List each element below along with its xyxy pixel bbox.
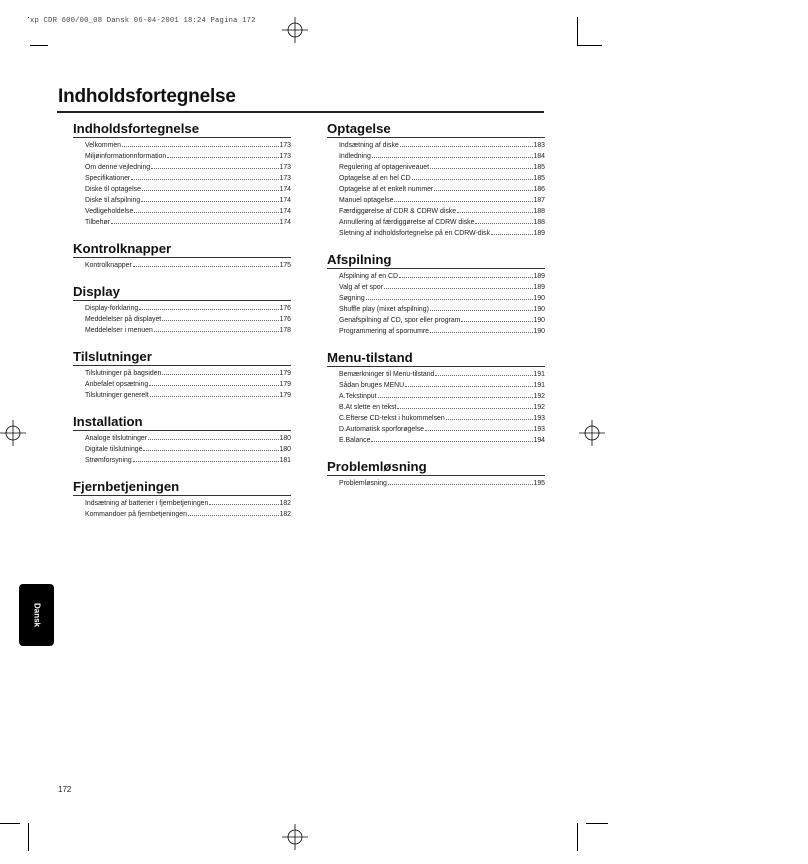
title-rule xyxy=(57,111,544,113)
toc-entry-label: C.Efterse CD-tekst i hukommelsen xyxy=(339,415,445,422)
toc-entry xyxy=(85,498,291,509)
toc-entry xyxy=(85,303,291,314)
toc-entry xyxy=(339,315,545,326)
dot-leader xyxy=(425,430,532,431)
dot-leader xyxy=(122,146,278,147)
dot-leader xyxy=(134,212,278,213)
toc-entry-label: Indsætning af batterier i fjernbetjeningen xyxy=(85,500,209,507)
page-title: Indholdsfortegnelse xyxy=(58,86,236,107)
toc-entry xyxy=(85,151,291,162)
toc-entry xyxy=(339,402,545,413)
toc-entry-label: Færdiggørelse af CDR & CDRW diske xyxy=(339,208,457,215)
crop-mark xyxy=(577,45,602,46)
toc-entry xyxy=(339,326,545,337)
toc-entry-page: 189 xyxy=(533,230,545,237)
toc-entry-page: 191 xyxy=(533,371,545,378)
dot-leader xyxy=(162,320,278,321)
crop-mark xyxy=(30,45,48,46)
dot-leader xyxy=(491,234,532,235)
toc-entry xyxy=(85,206,291,217)
toc-entry-label: Vedligeholdelse xyxy=(85,208,134,215)
toc-entry-label: Miljøinformationnformation xyxy=(85,153,167,160)
toc-entry xyxy=(339,435,545,446)
toc-entry-label: Genafspilning af CD, spor eller program xyxy=(339,317,461,324)
toc-entry xyxy=(339,228,545,239)
toc-entry-page: 190 xyxy=(533,306,545,313)
toc-entry-page: 186 xyxy=(533,186,545,193)
toc-entry-label: Shuffle play (mixet afspilning) xyxy=(339,306,429,313)
toc-entry-page: 180 xyxy=(279,446,291,453)
dot-leader xyxy=(131,179,278,180)
toc-entry-page: 174 xyxy=(279,208,291,215)
section-rule xyxy=(327,137,545,138)
toc-entry-label: Meddelelser på displayet xyxy=(85,316,162,323)
section-rule xyxy=(327,366,545,367)
toc-entry-page: 188 xyxy=(533,219,545,226)
toc-section xyxy=(73,241,291,271)
toc-entry-label: Strømforsyning xyxy=(85,457,132,464)
toc-entry xyxy=(339,413,545,424)
registration-mark-icon xyxy=(282,824,308,850)
dot-leader xyxy=(372,157,533,158)
toc-entry-label: Om denne vejledning xyxy=(85,164,151,171)
toc-entry xyxy=(85,325,291,336)
toc-entry xyxy=(339,271,545,282)
section-rule xyxy=(73,365,291,366)
dot-leader xyxy=(384,288,533,289)
toc-entry-page: 174 xyxy=(279,186,291,193)
toc-entry xyxy=(339,478,545,489)
registration-mark-icon xyxy=(579,420,605,446)
toc-entry xyxy=(339,162,545,173)
section-rule xyxy=(73,300,291,301)
dot-leader xyxy=(378,397,533,398)
dot-leader xyxy=(430,310,533,311)
toc-entry-label: Indledning xyxy=(339,153,371,160)
dot-leader xyxy=(394,201,532,202)
dot-leader xyxy=(133,461,279,462)
section-rule xyxy=(73,495,291,496)
toc-entry-page: 173 xyxy=(279,164,291,171)
dot-leader xyxy=(150,396,279,397)
dot-leader xyxy=(400,146,533,147)
toc-entry xyxy=(339,282,545,293)
toc-entry xyxy=(85,140,291,151)
toc-entry-label: Diske til afspilning xyxy=(85,197,141,204)
toc-entry xyxy=(339,173,545,184)
toc-entry xyxy=(85,314,291,325)
section-title: Indholdsfortegnelse xyxy=(73,121,200,136)
dot-leader xyxy=(149,385,278,386)
toc-entry-page: 192 xyxy=(533,393,545,400)
dot-leader xyxy=(399,277,533,278)
toc-entry-page: 193 xyxy=(533,426,545,433)
dot-leader xyxy=(111,223,278,224)
toc-entry-label: D.Automatisk sporforøgelse xyxy=(339,426,425,433)
toc-entry xyxy=(339,424,545,435)
section-rule xyxy=(327,475,545,476)
toc-entry-page: 195 xyxy=(533,480,545,487)
dot-leader xyxy=(461,321,532,322)
dot-leader xyxy=(457,212,532,213)
toc-entry-page: 185 xyxy=(533,175,545,182)
section-title: Tilslutninger xyxy=(73,349,152,364)
toc-entry xyxy=(339,391,545,402)
dot-leader xyxy=(397,408,532,409)
toc-entry-label: Søgning xyxy=(339,295,365,302)
toc-entry-label: Velkommen xyxy=(85,142,122,149)
dot-leader xyxy=(154,331,279,332)
toc-entry-page: 188 xyxy=(533,208,545,215)
dot-leader xyxy=(133,266,279,267)
toc-entry-page: 173 xyxy=(279,175,291,182)
toc-entry-page: 179 xyxy=(279,392,291,399)
toc-entry xyxy=(85,433,291,444)
toc-entry-page: 183 xyxy=(533,142,545,149)
section-title: Problemløsning xyxy=(327,459,427,474)
dot-leader xyxy=(412,179,533,180)
dot-leader xyxy=(446,419,533,420)
registration-mark-icon xyxy=(0,420,26,446)
toc-entry-page: 189 xyxy=(533,273,545,280)
toc-entry-page: 192 xyxy=(533,404,545,411)
toc-entry-page: 193 xyxy=(533,415,545,422)
toc-entry-page: 189 xyxy=(533,284,545,291)
toc-entry xyxy=(85,379,291,390)
toc-entry-page: 190 xyxy=(533,317,545,324)
dot-leader xyxy=(209,504,278,505)
toc-entry xyxy=(85,509,291,520)
crop-mark xyxy=(586,823,608,824)
toc-entry-label: Kommandoer på fjernbetjeningen xyxy=(85,511,187,518)
toc-section xyxy=(73,479,291,520)
toc-entry-page: 174 xyxy=(279,219,291,226)
toc-entry xyxy=(85,455,291,466)
dot-leader xyxy=(430,168,532,169)
dot-leader xyxy=(142,190,279,191)
toc-entry xyxy=(339,206,545,217)
section-rule xyxy=(73,257,291,258)
toc-entry-label: Valg af et spor xyxy=(339,284,383,291)
dot-leader xyxy=(371,441,532,442)
toc-entry xyxy=(85,368,291,379)
toc-section xyxy=(327,459,545,489)
toc-entry-page: 185 xyxy=(533,164,545,171)
toc-section xyxy=(73,414,291,466)
toc-entry-label: Specifikationer xyxy=(85,175,131,182)
toc-entry-page: 180 xyxy=(279,435,291,442)
toc-section xyxy=(73,121,291,228)
toc-entry-label: Bemærkninger til Menu-tilstand xyxy=(339,371,435,378)
toc-entry-label: Sådan bruges MENU xyxy=(339,382,405,389)
toc-entry-label: Sletning af indholdsfortegnelse på en CDRW-disk xyxy=(339,230,491,237)
crop-mark xyxy=(0,823,20,824)
toc-entry-page: 181 xyxy=(279,457,291,464)
toc-entry-label: Digitale tilslutninge xyxy=(85,446,143,453)
toc-entry xyxy=(85,173,291,184)
toc-entry-label: Diske til optagelse xyxy=(85,186,141,193)
toc-entry-page: 174 xyxy=(279,197,291,204)
toc-entry xyxy=(85,260,291,271)
toc-entry-page: 173 xyxy=(279,142,291,149)
toc-entry xyxy=(85,195,291,206)
dot-leader xyxy=(162,374,278,375)
toc-section xyxy=(73,284,291,336)
dot-leader xyxy=(388,484,533,485)
crop-mark xyxy=(577,17,578,45)
toc-section xyxy=(73,349,291,401)
section-title: Menu-tilstand xyxy=(327,350,413,365)
toc-left-column xyxy=(73,121,291,533)
toc-section xyxy=(327,252,545,337)
language-tab-label: Dansk xyxy=(32,602,41,628)
crop-mark xyxy=(28,823,29,851)
toc-entry-page: 184 xyxy=(533,153,545,160)
toc-entry-page: 191 xyxy=(533,382,545,389)
toc-entry-label: A.Tekstinput xyxy=(339,393,377,400)
toc-entry xyxy=(85,217,291,228)
toc-entry-page: 175 xyxy=(279,262,291,269)
toc-entry xyxy=(339,217,545,228)
dot-leader xyxy=(405,386,532,387)
crop-mark xyxy=(28,17,29,18)
toc-entry-label: Kontrolknapper xyxy=(85,262,132,269)
toc-entry xyxy=(339,195,545,206)
dot-leader xyxy=(151,168,278,169)
toc-section xyxy=(327,350,545,446)
toc-entry-label: Tilslutninger på bagsiden xyxy=(85,370,162,377)
toc-entry-label: Optagelse af en hel CD xyxy=(339,175,411,182)
toc-entry-label: Programmering af spornumre xyxy=(339,328,429,335)
section-title: Afspilning xyxy=(327,252,392,267)
section-rule xyxy=(73,430,291,431)
section-title: Installation xyxy=(73,414,143,429)
dot-leader xyxy=(139,309,278,310)
toc-entry xyxy=(85,184,291,195)
toc-section xyxy=(327,121,545,239)
toc-entry-page: 176 xyxy=(279,305,291,312)
toc-entry-label: Meddelelser i menuen xyxy=(85,327,153,334)
toc-entry-page: 190 xyxy=(533,295,545,302)
registration-mark-icon xyxy=(282,17,308,43)
toc-entry xyxy=(339,380,545,391)
section-title: Fjernbetjeningen xyxy=(73,479,180,494)
dot-leader xyxy=(475,223,532,224)
toc-entry-label: Anbefalet opsætning xyxy=(85,381,149,388)
toc-entry-page: 182 xyxy=(279,500,291,507)
dot-leader xyxy=(148,439,278,440)
dot-leader xyxy=(435,375,532,376)
toc-entry-label: Indsætning af diske xyxy=(339,142,399,149)
toc-entry-label: Optagelse af et enkelt nummer xyxy=(339,186,434,193)
toc-entry-page: 173 xyxy=(279,153,291,160)
toc-entry-page: 194 xyxy=(533,437,545,444)
toc-entry-page: 182 xyxy=(279,511,291,518)
toc-entry xyxy=(339,140,545,151)
dot-leader xyxy=(141,201,278,202)
toc-entry-label: Manuel optagelse xyxy=(339,197,394,204)
toc-entry-page: 187 xyxy=(533,197,545,204)
toc-entry-page: 179 xyxy=(279,370,291,377)
dot-leader xyxy=(430,332,533,333)
dot-leader xyxy=(143,450,278,451)
language-tab xyxy=(19,584,54,646)
toc-entry xyxy=(339,369,545,380)
toc-entry-page: 176 xyxy=(279,316,291,323)
printer-slug: xp CDR 600/00_08 Dansk 06-04-2001 18:24 Pagina 172 xyxy=(30,17,256,25)
section-title: Optagelse xyxy=(327,121,391,136)
toc-entry-label: Regulering af optageniveauet xyxy=(339,164,430,171)
toc-entry-label: Annullering af færdiggørelse af CDRW diske xyxy=(339,219,475,226)
section-title: Kontrolknapper xyxy=(73,241,172,256)
dot-leader xyxy=(167,157,278,158)
toc-entry-label: B.At slette en tekst xyxy=(339,404,397,411)
dot-leader xyxy=(434,190,532,191)
toc-entry-label: Problemløsning xyxy=(339,480,387,487)
toc-entry-label: E.Balance xyxy=(339,437,371,444)
toc-entry xyxy=(339,151,545,162)
toc-entry-label: Display-forklaring xyxy=(85,305,139,312)
toc-entry xyxy=(85,390,291,401)
toc-entry-label: Afspilning af en CD xyxy=(339,273,398,280)
toc-entry-page: 190 xyxy=(533,328,545,335)
toc-entry-label: Tilbehør xyxy=(85,219,111,226)
crop-mark xyxy=(577,823,578,851)
toc-entry-label: Tilslutninger generelt xyxy=(85,392,149,399)
toc-entry xyxy=(339,293,545,304)
section-rule xyxy=(73,137,291,138)
toc-entry xyxy=(85,162,291,173)
toc-entry xyxy=(85,444,291,455)
page-number: 172 xyxy=(58,785,72,794)
toc-entry xyxy=(339,184,545,195)
dot-leader xyxy=(188,515,279,516)
toc-right-column xyxy=(327,121,545,502)
toc-entry-page: 178 xyxy=(279,327,291,334)
toc-entry xyxy=(339,304,545,315)
section-rule xyxy=(327,268,545,269)
dot-leader xyxy=(366,299,533,300)
section-title: Display xyxy=(73,284,120,299)
toc-entry-label: Analoge tilslutninger xyxy=(85,435,148,442)
toc-entry-page: 179 xyxy=(279,381,291,388)
